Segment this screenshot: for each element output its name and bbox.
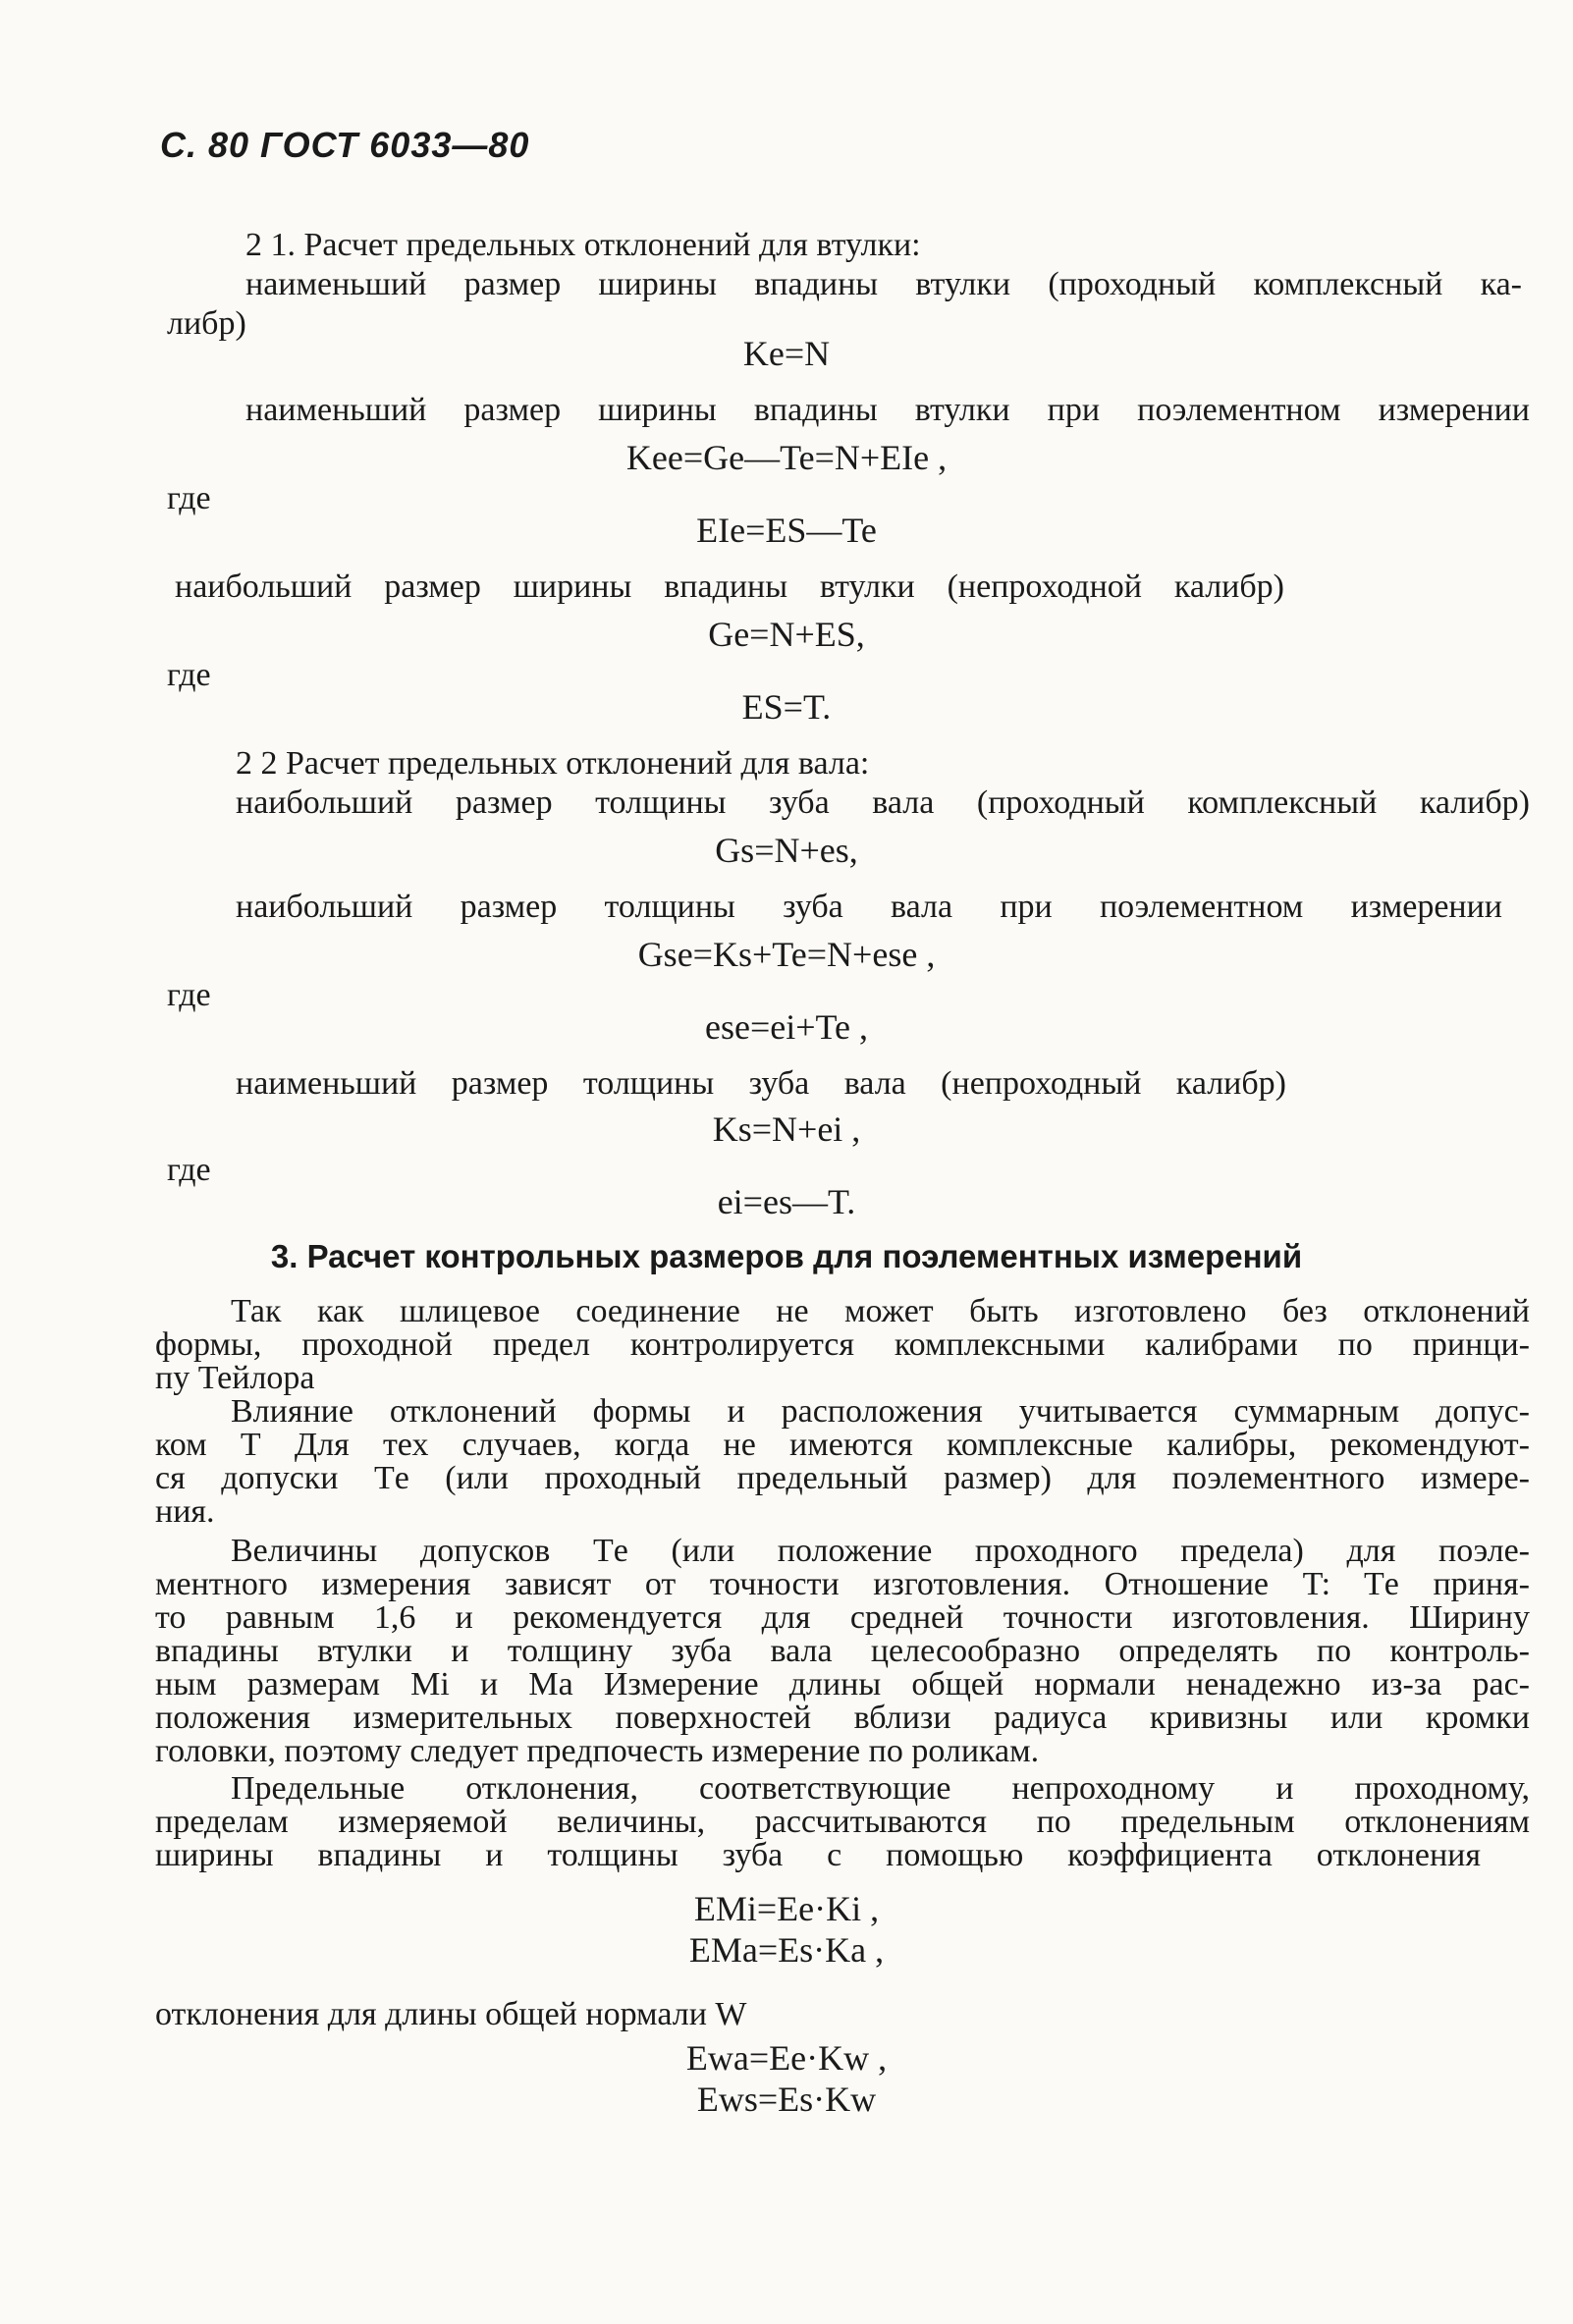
formula: Ks=N+ei ,	[712, 1109, 861, 1149]
text-line: впадины втулки и толщину зуба вала целесообразно определять по контроль-	[155, 1633, 1530, 1669]
text-line: отклонения для длины общей нормали W	[155, 1996, 747, 2032]
formula: ese=ei+Te ,	[704, 1007, 868, 1047]
formula: Ewa=Ee·Kw ,	[685, 2038, 888, 2078]
text-line: ширины впадины и толщины зуба с помощью коэффициента отклонения	[155, 1837, 1481, 1873]
text-line: наибольший размер толщины зуба вала при поэлементном измерении	[236, 889, 1502, 925]
text-line: ния.	[155, 1493, 215, 1530]
text-line: наибольший размер ширины впадины втулки (непроходной калибр)	[175, 568, 1284, 605]
text-line: либр)	[167, 305, 246, 342]
text-line: ком Т Для тех случаев, когда не имеются комплексные калибры, рекомендуют-	[155, 1427, 1530, 1463]
section-2-2-title: 2 2 Расчет предельных отклонений для вала:	[236, 745, 870, 782]
text-line: наименьший размер ширины впадины втулки при поэлементном измерении	[245, 392, 1530, 428]
formula: Ke=N	[742, 334, 831, 373]
text-line: Величины допусков Tе (или положение проходного предела) для поэле-	[231, 1533, 1530, 1569]
text-line: пу Тейлора	[155, 1360, 315, 1396]
where-label: где	[167, 480, 211, 516]
text-line: ным размерам Mi и Ma Измерение длины общей нормали ненадежно из-за рас-	[155, 1666, 1530, 1702]
text-line: ментного измерения зависят от точности изготовления. Отношение T: Tе приня-	[155, 1566, 1530, 1602]
text-line: наибольший размер толщины зуба вала (проходный комплексный калибр)	[236, 784, 1530, 821]
where-label: где	[167, 977, 211, 1013]
formula: Gs=N+es,	[715, 831, 858, 870]
formula: ei=es—T.	[717, 1182, 856, 1221]
text-line: Так как шлицевое соединение не может быть изготовлено без отклонений	[231, 1293, 1530, 1329]
section-2-1-title: 2 1. Расчет предельных отклонений для втулки:	[245, 227, 921, 263]
where-label: где	[167, 657, 211, 693]
text-line: Влияние отклонений формы и расположения учитывается суммарным допус-	[231, 1393, 1530, 1430]
formula: EMa=Es·Ka ,	[688, 1930, 885, 1970]
text-line: ся допуски Tе (или проходный предельный размер) для поэлементного измере-	[155, 1460, 1530, 1496]
text-line: положения измерительных поверхностей вблизи радиуса кривизны или кромки	[155, 1700, 1530, 1736]
text-line: наименьший размер ширины впадины втулки (проходный комплексный ка-	[245, 266, 1522, 302]
section-3-title: 3. Расчет контрольных размеров для поэлементных измерений	[270, 1238, 1303, 1274]
formula: Kee=Ge—Te=N+EIe ,	[625, 438, 948, 477]
text-line: Предельные отклонения, соответствующие непроходному и проходному,	[231, 1770, 1530, 1807]
formula: Gse=Ks+Te=N+ese ,	[637, 935, 936, 974]
text-line: то равным 1,6 и рекомендуется для средней точности изготовления. Ширину	[155, 1599, 1530, 1636]
formula: ES=T.	[741, 687, 832, 727]
formula: EMi=Ee·Ki ,	[693, 1889, 880, 1928]
text-line: головки, поэтому следует предпочесть измерение по роликам.	[155, 1733, 1040, 1769]
formula: Ews=Es·Kw	[696, 2080, 877, 2119]
text-line: наименьший размер толщины зуба вала (непроходный калибр)	[236, 1065, 1286, 1102]
text-line: формы, проходной предел контролируется комплексными калибрами по принци-	[155, 1326, 1530, 1363]
page-header: С. 80 ГОСТ 6033—80	[160, 125, 530, 165]
formula: Ge=N+ES,	[708, 615, 865, 654]
text-line: пределам измеряемой величины, рассчитываются по предельным отклонениям	[155, 1804, 1530, 1840]
where-label: где	[167, 1152, 211, 1188]
formula: EIe=ES—Te	[696, 511, 877, 550]
